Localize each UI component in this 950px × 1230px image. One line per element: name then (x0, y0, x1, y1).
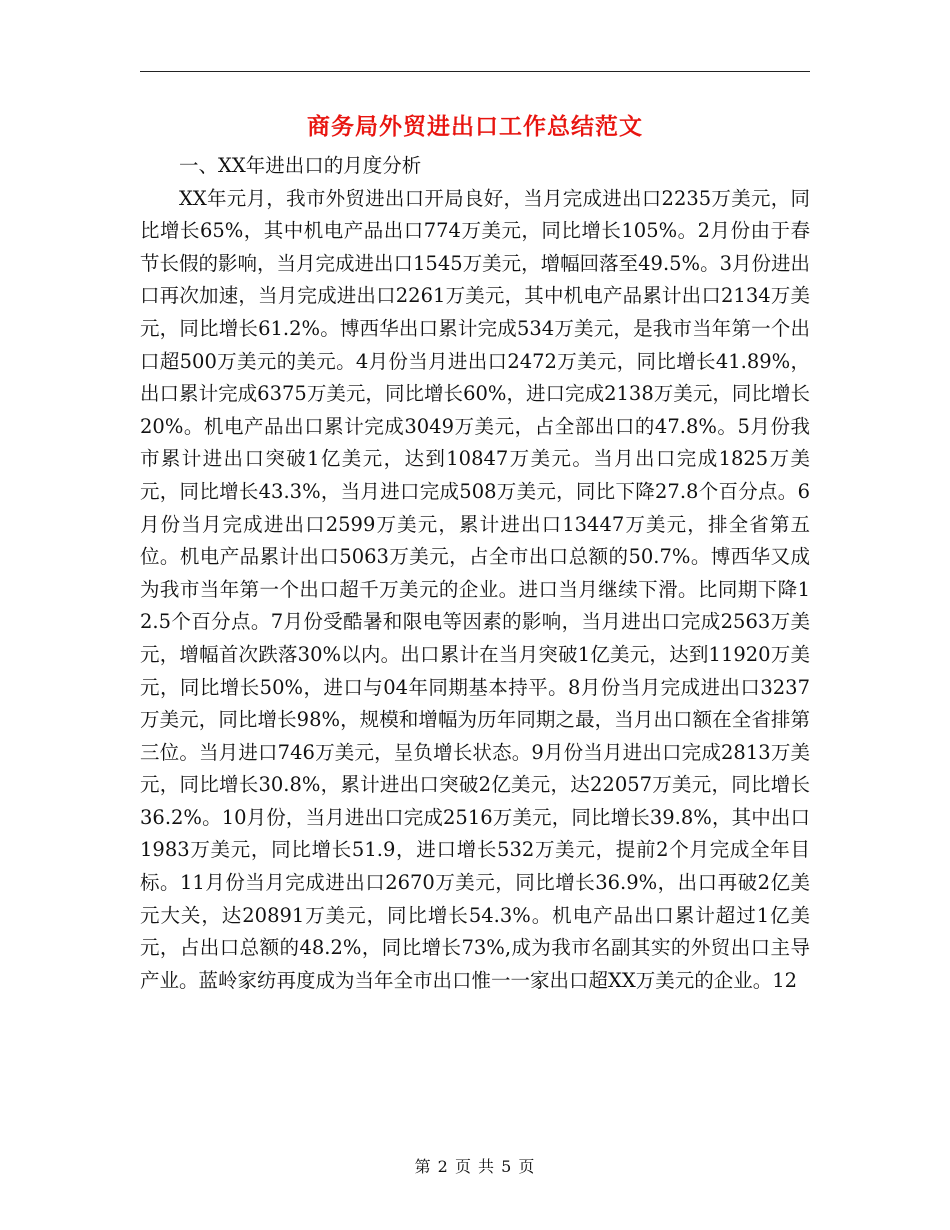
document-body (140, 150, 810, 997)
page-number-footer: 第 2 页 共 5 页 (414, 1157, 536, 1176)
body-paragraph: XX年元月，我市外贸进出口开局良好，当月完成进出口2235万美元，同比增长65%，其中机电产品出口774万美元，同比增长105%。2月份由于春节长假的影响，当月完成进出口1545万美元，增幅回落至49.5%。3月份进出口再次加速，当月完成进出口2261万美元，其中机电产品累计出口2134万美元，同比增长61.2%。博西华出口累计完成534万美元，是我市当年第一个出口超500万美元的美元。4月份当月进出口2472万美元，同比增长41.89%，出口累计完成6375万美元，同比增长60%，进口完成2138万美元，同比增长20%。机电产品出口累计完成3049万美元，占全部出口的47.8%。5月份我市累计进出口突破1亿美元，达到10847万美元。当月出口完成1825万美元，同比增长43.3%，当月进口完成508万美元，同比下降27.8个百分点。6月份当月完成进出口2599万美元，累计进出口13447万美元，排全省第五位。机电产品累计出口5063万美元，占全市出口总额的50.7%。博西华又成为我市当年第一个出口超千万美元的企业。进口当月继续下滑。比同期下降12.5个百分点。7月份受酷暑和限电等因素的影响，当月进出口完成2563万美元，增幅首次跌落30%以内。出口累计在当月突破1亿美元，达到11920万美元，同比增长50%，进口与04年同期基本持平。8月份当月完成进出口3237万美元，同比增长98%，规模和增幅为历年同期之最，当月出口额在全省排第三位。当月进口746万美元，呈负增长状态。9月份当月进出口完成2813万美元，同比增长30.8%，累计进出口突破2亿美元，达22057万美元，同比增长36.2%。10月份，当月进出口完成2516万美元，同比增长39.8%，其中出口1983万美元，同比增长51.9，进口增长532万美元，提前2个月完成全年目标。11月份当月完成进出口2670万美元，同比增长36.9%，出口再破2亿美元大关，达20891万美元，同比增长54.3%。机电产品出口累计超过1亿美元，占出口总额的48.2%，同比增长73%,成为我市名副其实的外贸出口主导产业。蓝岭家纺再度成为当年全市出口惟一一家出口超XX万美元的企业。12 (140, 186, 810, 992)
section-heading: 一、XX年进出口的月度分析 (179, 154, 422, 177)
document-title: 商务局外贸进出口工作总结范文 (307, 113, 643, 140)
header-rule (140, 71, 810, 72)
